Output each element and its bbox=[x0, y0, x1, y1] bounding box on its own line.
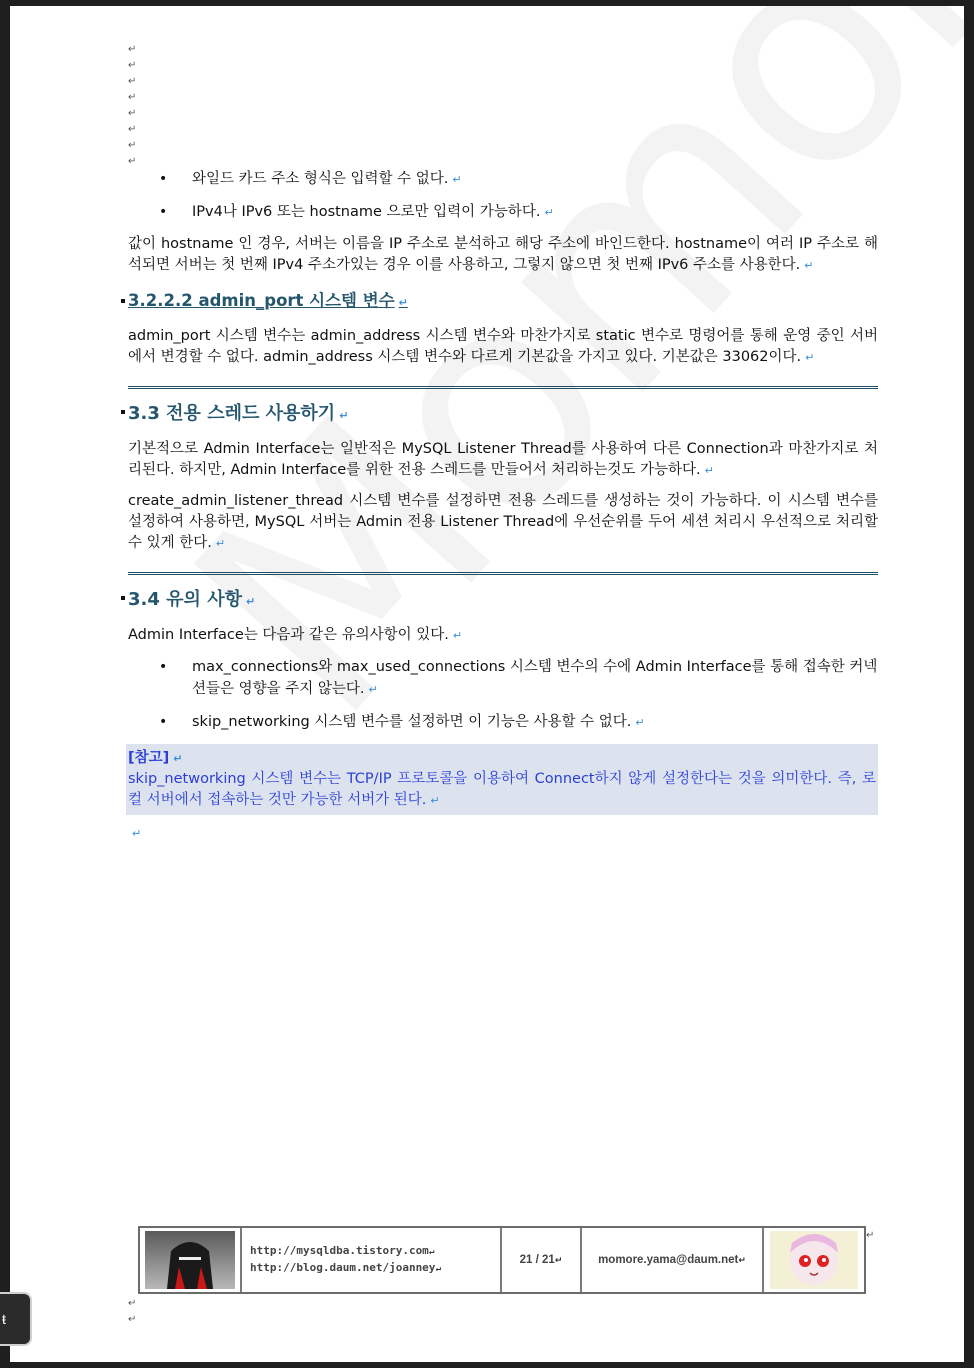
empty-paragraph-marks: ↵ ↵ bbox=[128, 1298, 137, 1325]
paragraph-notes-intro: Admin Interface는 다음과 같은 유의사항이 있다. ↵ bbox=[128, 627, 463, 643]
document-page bbox=[10, 6, 964, 1362]
footer-left-image bbox=[140, 1228, 242, 1292]
bullet-item: • max_connections와 max_used_connections 시스템 변수의 수에 Admin Interface를 통해 접속한 커넥션들은 영향을 주지 않는다. ↵ bbox=[128, 656, 878, 701]
heading-notes: 3.4 유의 사항 ↵ bbox=[128, 587, 878, 615]
note-title: [참고] ↵ bbox=[128, 750, 183, 766]
section-divider bbox=[128, 386, 878, 389]
empty-paragraph-marks: ↵ ↵ ↵ ↵ ↵ ↵ ↵ ↵ bbox=[128, 44, 137, 167]
document-body bbox=[128, 168, 878, 844]
avatar-dark-icon bbox=[145, 1231, 235, 1289]
paragraph-hostname: 값이 hostname 인 경우, 서버는 이름을 IP 주소로 분석하고 해당 주소에 바인드한다. hostname이 여러 IP 주소로 해석되면 서버는 첫 번째 IPv4 주소가있는 경우 이를 사용하고, 그렇지 않으면 첫 번째 IPv6 주소를 사용한다. ↵ bbox=[128, 236, 878, 273]
bullet-item: • IPv4나 IPv6 또는 hostname 으로만 입력이 가능하다. ↵ bbox=[128, 201, 878, 224]
footer-url-daum[interactable]: http://blog.daum.net/joanney bbox=[250, 1261, 436, 1274]
side-panel-toggle[interactable]: ŧ bbox=[0, 1292, 32, 1346]
footer-url-tistory[interactable]: http://mysqldba.tistory.com bbox=[250, 1244, 429, 1257]
paragraph-thread-2: create_admin_listener_thread 시스템 변수를 설정하면 전용 스레드를 생성하는 것이 가능하다. 이 시스템 변수를 설정하여 사용하면, MySQL 서버는 Admin 전용 Listener Thread에 우선순위를 두어 세션 처리시 우선적으로 처리할 수 있게 한다. ↵ bbox=[128, 493, 878, 551]
footer-right-image bbox=[764, 1228, 864, 1292]
paragraph-mark: ↵ bbox=[132, 827, 142, 840]
avatar-cute-icon bbox=[770, 1231, 858, 1289]
reference-note-box bbox=[126, 744, 878, 815]
heading-admin-port: 3.2.2.2 admin_port 시스템 변수 ↵ bbox=[128, 290, 878, 314]
footer-urls: http://mysqldba.tistory.com↵ http://blog.daum.net/joanney↵ bbox=[242, 1228, 502, 1292]
paragraph-thread-1: 기본적으로 Admin Interface는 일반적은 MySQL Listener Thread를 사용하여 다른 Connection과 마찬가지로 처리된다. 하지만, Admin Interface를 위한 전용 스레드를 만들어서 처리하는것도 가능하다. ↵ bbox=[128, 441, 878, 478]
footer-page-number: 21 / 21 ↵ bbox=[502, 1228, 582, 1292]
bullet-item: • skip_networking 시스템 변수를 설정하면 이 기능은 사용할 수 없다. ↵ bbox=[128, 711, 878, 734]
bullet-item: • 와일드 카드 주소 형식은 입력할 수 없다. ↵ bbox=[128, 168, 878, 191]
heading-dedicated-thread: 3.3 전용 스레드 사용하기 ↵ bbox=[128, 401, 878, 429]
section-divider bbox=[128, 572, 878, 575]
paragraph-mark: ↵ bbox=[866, 1230, 875, 1241]
paragraph-admin-port: admin_port 시스템 변수는 admin_address 시스템 변수와 마찬가지로 static 변수로 명령어를 통해 운영 중인 서버에서 변경할 수 없다. admin_address 시스템 변수와 다르게 기본값을 가지고 있다. 기본값은 33062이다. ↵ bbox=[128, 328, 878, 365]
note-body: skip_networking 시스템 변수는 TCP/IP 프로토콜을 이용하여 Connect하지 않게 설정한다는 것을 의미한다. 즉, 로컬 서버에서 접속하는 것만 가능한 서버가 된다. ↵ bbox=[128, 771, 876, 808]
footer-email: momore.yama@daum.net ↵ bbox=[582, 1228, 764, 1292]
page-footer bbox=[138, 1226, 866, 1294]
